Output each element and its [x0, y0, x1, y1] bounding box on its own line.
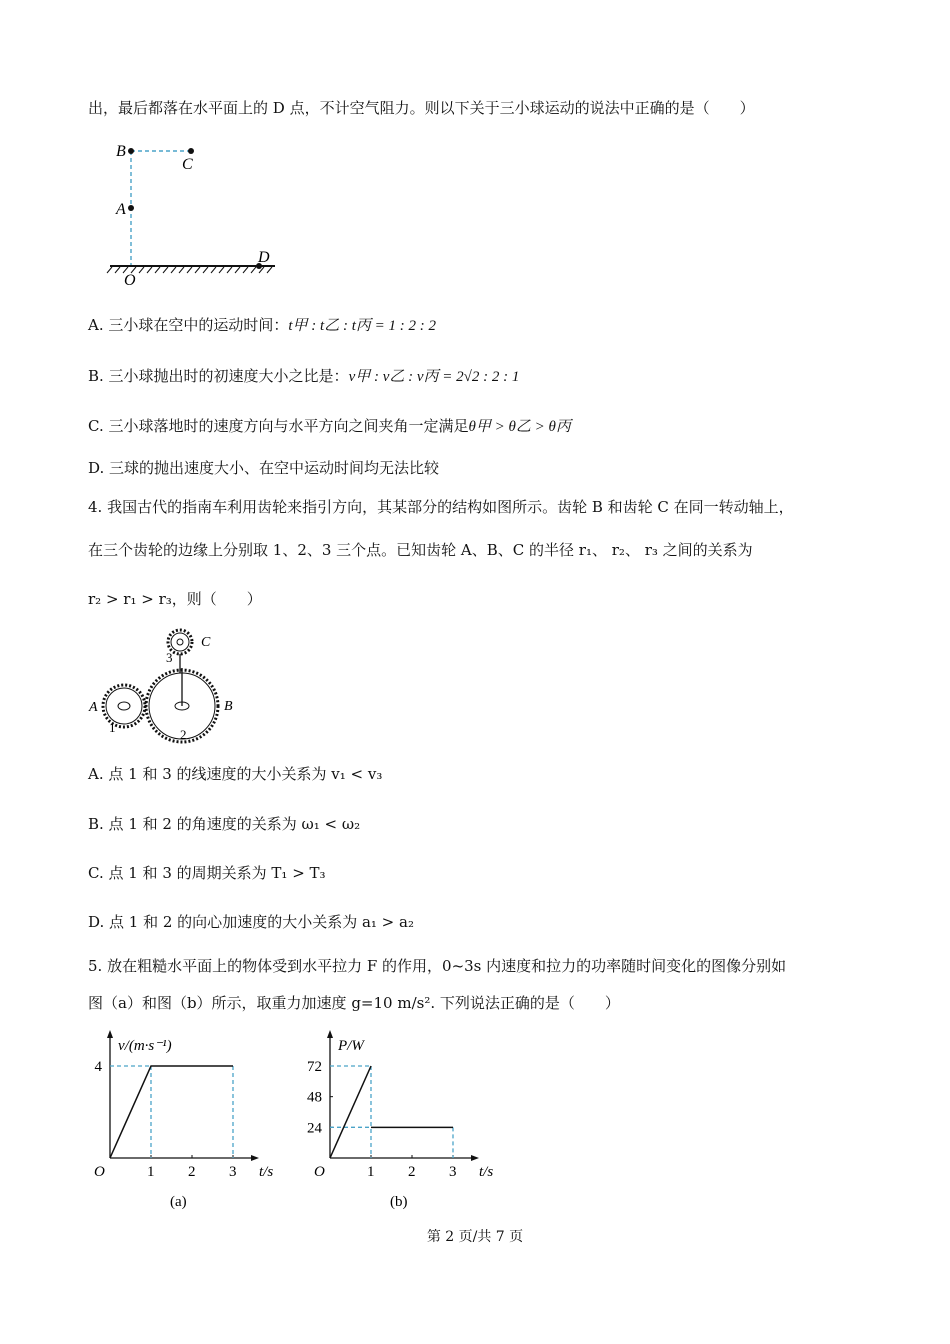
- point-label-1: 1: [109, 720, 116, 735]
- q4-option-b: B. 点 1 和 2 的角速度的关系为 ω₁ < ω₂: [88, 815, 361, 833]
- y-axis-label: P/W: [338, 1038, 364, 1054]
- point-b: [128, 148, 134, 154]
- x-tick-label: 2: [188, 1164, 196, 1180]
- q3-option-b-formula: v甲 : v乙 : v丙 = 2√2 : 2 : 1: [348, 369, 520, 385]
- x-axis-arrow: [251, 1155, 259, 1161]
- chart-caption: (b): [390, 1194, 408, 1210]
- data-line: [110, 1066, 233, 1158]
- x-tick-label: 1: [147, 1164, 155, 1180]
- chart-a: [88, 1030, 288, 1220]
- q4-option-c: C. 点 1 和 3 的周期关系为 T₁ > T₃: [88, 864, 326, 882]
- y-axis-arrow: [107, 1030, 113, 1038]
- label-c: C: [182, 156, 193, 173]
- origin-label: O: [94, 1164, 105, 1180]
- q3-option-a: A. 三小球在空中的运动时间：t甲 : t乙 : t丙 = 1 : 2 : 2: [88, 316, 436, 334]
- q3-option-c: C. 三小球落地时的速度方向与水平方向之间夹角一定满足θ甲 > θ乙 > θ丙: [88, 417, 571, 435]
- gear-c: [171, 633, 189, 651]
- y-axis-label: v/(m·s⁻¹): [118, 1038, 172, 1054]
- y-axis-arrow: [327, 1030, 333, 1038]
- q4-gear-figure: [80, 626, 250, 746]
- label-a: A: [116, 201, 126, 218]
- page-footer: 第 2 页/共 7 页: [426, 1229, 524, 1245]
- y-tick-label: 72: [307, 1059, 322, 1075]
- q3-intro: 出，最后都落在水平面上的 D 点，不计空气阻力。则以下关于三小球运动的说法中正确的是（ ）: [88, 99, 755, 117]
- x-tick-label: 2: [408, 1164, 416, 1180]
- q4-option-a: A. 点 1 和 3 的线速度的大小关系为 v₁ < v₃: [88, 765, 383, 783]
- gear-label-b: B: [224, 699, 233, 714]
- label-o: O: [124, 272, 136, 289]
- gear-label-a: A: [89, 700, 98, 715]
- gear-label-c: C: [201, 635, 211, 650]
- x-tick-label: 3: [449, 1164, 457, 1180]
- y-tick-label: 4: [94, 1059, 102, 1075]
- chart-b: [308, 1030, 508, 1220]
- label-d: D: [258, 249, 270, 266]
- label-b: B: [116, 143, 126, 160]
- point-a: [128, 205, 134, 211]
- point-label-3: 3: [166, 650, 173, 665]
- q4-stem-line1: 4. 我国古代的指南车利用齿轮来指引方向，其某部分的结构如图所示。齿轮 B 和齿轮 C 在同一转动轴上，: [88, 498, 794, 516]
- q3-figure: [100, 140, 290, 288]
- q3-option-a-formula: t甲 : t乙 : t丙 = 1 : 2 : 2: [288, 318, 436, 334]
- x-tick-label: 1: [367, 1164, 375, 1180]
- q4-stem-line3: r₂ > r₁ > r₃，则（ ）: [88, 590, 262, 608]
- q3-option-b: B. 三小球抛出时的初速度大小之比是：v甲 : v乙 : v丙 = 2√2 : 2 : 1: [88, 367, 520, 385]
- q4-option-d: D. 点 1 和 2 的向心加速度的大小关系为 a₁ > a₂: [88, 913, 414, 931]
- q3-option-d: D. 三球的抛出速度大小、在空中运动时间均无法比较: [88, 459, 440, 477]
- q4-stem-line2: 在三个齿轮的边缘上分别取 1、2、3 三个点。已知齿轮 A、B、C 的半径 r₁、 r₂、 r₃ 之间的关系为: [88, 541, 753, 559]
- q5-stem-line2: 图（a）和图（b）所示，取重力加速度 g=10 m/s². 下列说法正确的是（ ）: [88, 994, 620, 1012]
- origin-label: O: [314, 1164, 325, 1180]
- x-axis-label: t/s: [259, 1164, 274, 1180]
- x-axis-label: t/s: [479, 1164, 494, 1180]
- point-c: [188, 148, 194, 154]
- chart-caption: (a): [170, 1194, 187, 1210]
- x-axis-arrow: [471, 1155, 479, 1161]
- data-line: [330, 1066, 371, 1158]
- y-tick-label: 48: [307, 1089, 322, 1106]
- point-label-2: 2: [180, 727, 187, 742]
- x-tick-label: 3: [229, 1164, 237, 1180]
- q5-stem-line1: 5. 放在粗糙水平面上的物体受到水平拉力 F 的作用，0~3s 内速度和拉力的功率随时间变化的图像分别如: [88, 957, 787, 975]
- gear-a: [106, 688, 142, 724]
- y-tick-label: 24: [307, 1120, 322, 1137]
- q3-option-c-formula: θ甲 > θ乙 > θ丙: [468, 419, 571, 435]
